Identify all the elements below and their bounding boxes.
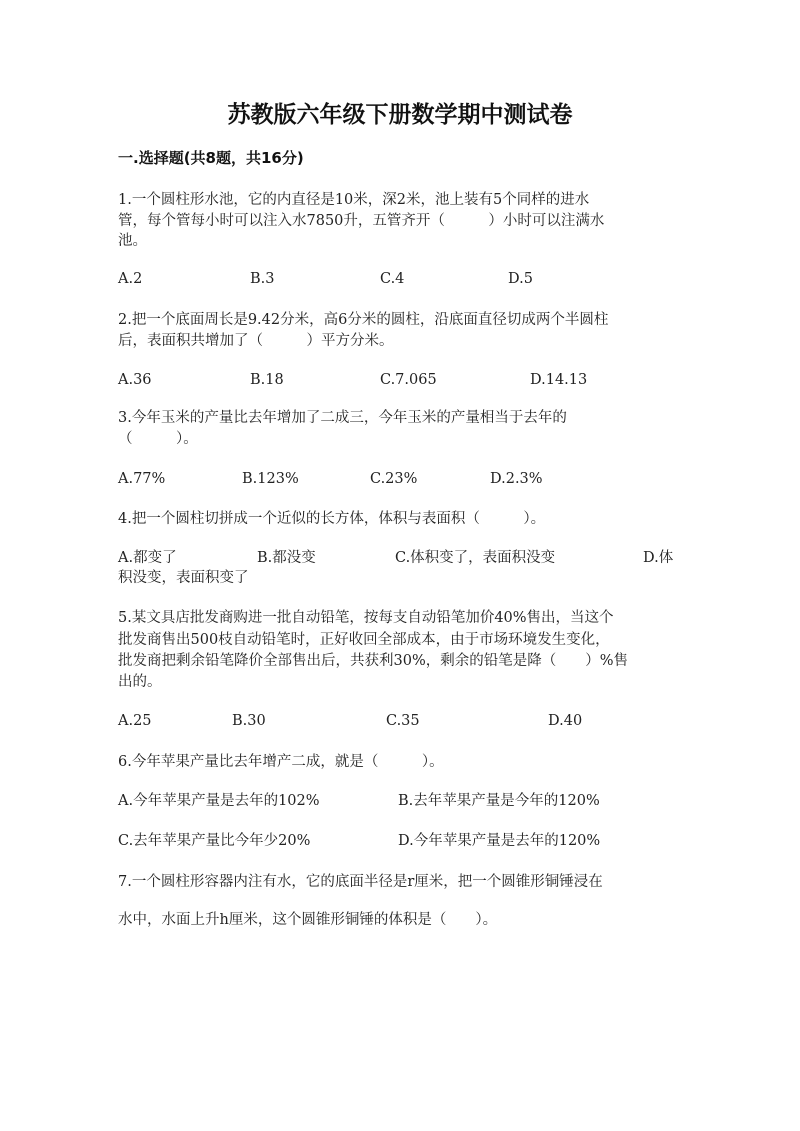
option-a: A.今年苹果产量是去年的102%: [118, 793, 320, 809]
option-d: D.14.13: [530, 372, 588, 388]
option-a: A.2: [118, 271, 143, 287]
question-text-line: 2.把一个底面周长是9.42分米，高6分米的圆柱，沿底面直径切成两个半圆柱: [118, 312, 609, 328]
question-text-line: 3.今年玉米的产量比去年增加了二成三，今年玉米的产量相当于去年的: [118, 410, 567, 426]
question-text-line: 7.一个圆柱形容器内注有水，它的底面半径是r厘米，把一个圆锥形铜锤浸在: [118, 874, 603, 890]
option-b: B.3: [250, 271, 275, 287]
question-text-line: 批发商售出500枝自动铅笔时，正好收回全部成本，由于市场环境发生变化，: [118, 632, 610, 648]
question-text-line: 5.某文具店批发商购进一批自动铅笔，按每支自动铅笔加价40%售出，当这个: [118, 610, 614, 626]
question-text-line: 池。: [118, 233, 147, 249]
option-b: B.30: [232, 713, 266, 729]
option-b: B.123%: [242, 471, 299, 487]
question-text-line: 4.把一个圆柱切拼成一个近似的长方体，体积与表面积（ ）。: [118, 511, 546, 527]
option-b: B.18: [250, 372, 284, 388]
question-text-line: （ ）。: [118, 431, 198, 447]
question-text-line: 1.一个圆柱形水池，它的内直径是10米，深2米，池上装有5个同样的进水: [118, 192, 590, 208]
section-heading: 一.选择题(共8题，共16分): [118, 149, 304, 167]
question-text-line: 管，每个管每小时可以注入水7850升，五管齐开（ ）小时可以注满水: [118, 213, 605, 229]
page-title: 苏教版六年级下册数学期中测试卷: [227, 102, 573, 128]
question-text-line: 水中，水面上升h厘米，这个圆锥形铜锤的体积是（ ）。: [118, 912, 498, 928]
option-d: D.今年苹果产量是去年的120%: [398, 833, 601, 849]
option-d-continuation: 积没变，表面积变了: [118, 570, 249, 586]
option-c: C.去年苹果产量比今年少20%: [118, 833, 311, 849]
option-b: B.去年苹果产量是今年的120%: [398, 793, 600, 809]
option-c: C.4: [380, 271, 405, 287]
option-c: C.23%: [370, 471, 418, 487]
option-a: A.77%: [118, 471, 166, 487]
option-d: D.2.3%: [490, 471, 543, 487]
option-d: D.体: [643, 550, 674, 566]
question-text-line: 出的。: [118, 674, 162, 690]
option-c: C.体积变了，表面积没变: [395, 550, 556, 566]
option-b: B.都没变: [257, 550, 316, 566]
option-c: C.35: [386, 713, 420, 729]
option-a: A.都变了: [118, 550, 177, 566]
question-text-line: 批发商把剩余铅笔降价全部售出后，共获利30%，剩余的铅笔是降（ ）%售: [118, 653, 629, 669]
question-text-line: 6.今年苹果产量比去年增产二成，就是（ ）。: [118, 754, 444, 770]
option-c: C.7.065: [380, 372, 437, 388]
option-a: A.36: [118, 372, 152, 388]
option-d: D.5: [508, 271, 533, 287]
question-text-line: 后，表面积共增加了（ ）平方分米。: [118, 333, 394, 349]
option-a: A.25: [118, 713, 152, 729]
option-d: D.40: [548, 713, 583, 729]
